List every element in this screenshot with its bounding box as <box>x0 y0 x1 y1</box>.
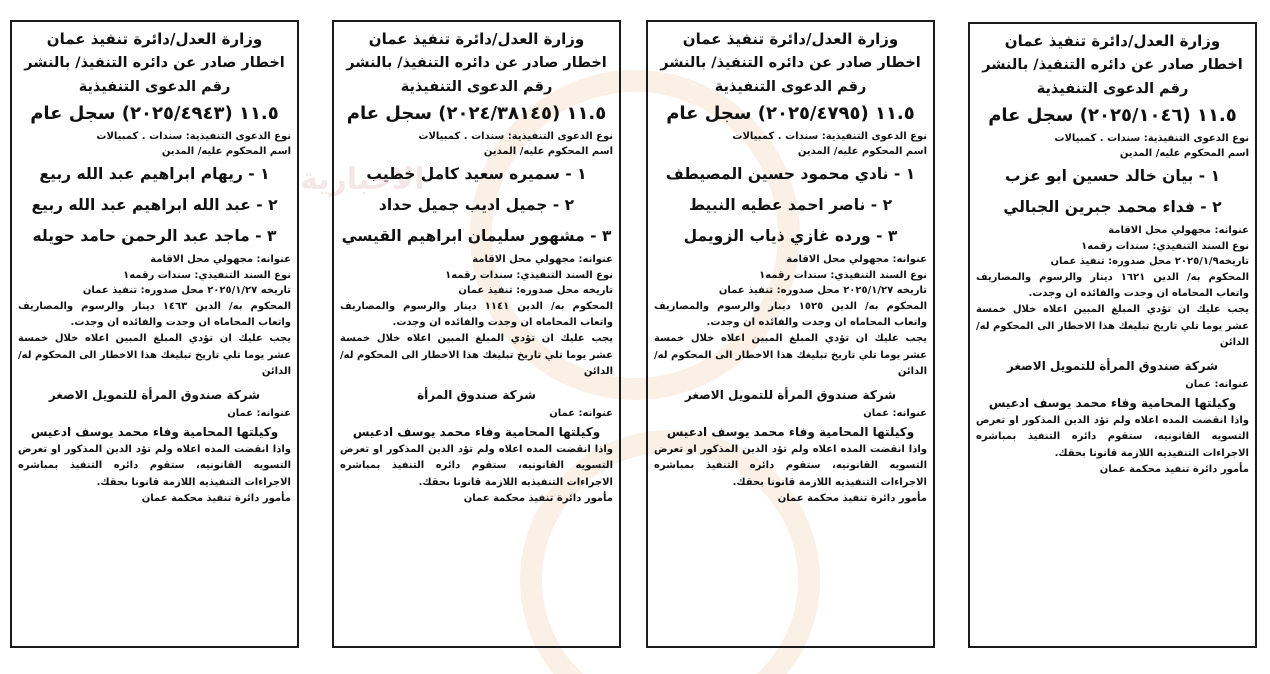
instrument-type: نوع السند التنفيذي: سندات رقمه١ <box>123 269 291 281</box>
legal-notice <box>968 22 1257 648</box>
debtor-name: ٣ - ورده غازي ذياب الزويمل <box>683 227 898 245</box>
instrument-date: تاريخه محل صدوره: تنفيذ عمان <box>458 285 613 297</box>
case-label: رقم الدعوى التنفيذية <box>78 79 231 95</box>
creditor-name: شركة صندوق المرأة للتمويل الاصغر <box>1006 359 1219 374</box>
ministry-header: وزارة العدل/دائرة تنفيذ عمان <box>46 30 263 48</box>
closing-text: واذا انقضت المده اعلاه ولم تؤد الدين المذكور او تعرض التسويه القانونيه، ستقوم دائره التنفيذ بمباشره الاجراءات التنفيذيه اللازمة قانونا بحقك. <box>340 443 613 488</box>
creditor-name: شركة صندوق المرأة للتمويل الاصغر <box>48 388 261 403</box>
case-type: نوع الدعوى التنفيذية: سندات . كمبيالات <box>418 131 613 142</box>
debtor-address: عنوانه: مجهولي محل الاقامة <box>472 254 613 265</box>
judgment-text: المحكوم به/ الدين ١٦٢١ دينار والرسوم والمصاريف واتعاب المحاماه ان وجدت والفائده ان وجدت. <box>976 271 1250 300</box>
lawyer-name: وكيلتها المحامية وفاء محمد يوسف ادعيس <box>666 424 915 439</box>
payment-demand: يجب عليك ان تؤدي المبلغ المبين اعلاه خلال خمسة عشر يوما تلي تاريخ تبليغك هذا الاخطار الى المحكوم له/ الدائن <box>340 333 613 377</box>
creditor-address: عنوانه: عمان <box>549 408 613 420</box>
legal-notice <box>646 20 935 648</box>
closing-text: واذا انقضت المده اعلاه ولم تؤد الدين المذكور او تعرض التسويه القانونيه، ستقوم دائره التنفيذ بمباشره الاجراءات التنفيذيه اللازمة قانونا بحقك. <box>18 443 291 488</box>
creditor-name: شركة صندوق المرأة <box>417 388 536 403</box>
debtor-name: ١ - بيان خالد حسين ابو عزب <box>1004 167 1221 185</box>
case-type: نوع الدعوى التنفيذية: سندات . كمبيالات <box>732 131 927 142</box>
instrument-type: نوع السند التنفيذي: سندات رقمه١ <box>445 269 613 281</box>
lawyer-name: وكيلتها المحامية وفاء محمد يوسف ادعيس <box>30 424 279 439</box>
case-label: رقم الدعوى التنفيذية <box>1036 81 1189 97</box>
judgment-text: المحكوم به/ الدين ١٤٦٣ دينار والرسوم والمصاريف واتعاب المحاماه ان وجدت والفائده ان وجدت. <box>18 300 292 329</box>
instrument-date: تاريخه٢٠٢٥/١/٩ محل صدوره: تنفيذ عمان <box>1050 256 1249 268</box>
closing-text: واذا انقضت المده اعلاه ولم تؤد الدين المذكور او تعرض التسويه القانونيه، ستقوم دائره التنفيذ بمباشره الاجراءات التنفيذيه اللازمة قانونا بحقك. <box>976 414 1249 459</box>
debtor-name: ٢ - جميل اديب جميل حداد <box>378 196 575 214</box>
debtor-name: ١ - نادي محمود حسين المصيطف <box>665 165 916 183</box>
signer: مأمور دائرة تنفيذ محكمة عمان <box>463 493 613 505</box>
creditor-address: عنوانه: عمان <box>227 408 291 420</box>
debtor-address: عنوانه: مجهولي محل الاقامة <box>786 254 927 265</box>
debtor-address: عنوانه: مجهولي محل الاقامة <box>1108 225 1249 236</box>
creditor-name: شركة صندوق المرأة للتمويل الاصغر <box>684 388 897 403</box>
notice-title: اخطار صادر عن دائره التنفيذ/ بالنشر <box>24 55 285 71</box>
case-number: ١١.٥ (٢٠٢٥/٤٩٤٣) سجل عام <box>30 103 279 124</box>
ministry-header: وزارة العدل/دائرة تنفيذ عمان <box>1004 32 1221 50</box>
ministry-header: وزارة العدل/دائرة تنفيذ عمان <box>368 30 585 48</box>
debtor-name: ٢ - ناصر احمد عطيه النبيط <box>688 196 893 214</box>
debtor-label: اسم المحكوم عليه/ المدين <box>483 146 613 157</box>
creditor-address: عنوانه: عمان <box>863 408 927 420</box>
debtor-name: ١ - ريهام ابراهيم عبد الله ربيع <box>39 165 270 183</box>
lawyer-name: وكيلتها المحامية وفاء محمد يوسف ادعيس <box>988 395 1237 410</box>
notice-title: اخطار صادر عن دائره التنفيذ/ بالنشر <box>346 55 607 71</box>
case-number: ١١.٥ (٢٠٢٥/١٠٤٦) سجل عام <box>988 105 1237 126</box>
debtor-label: اسم المحكوم عليه/ المدين <box>1119 148 1249 159</box>
payment-demand: يجب عليك ان تؤدي المبلغ المبين اعلاه خلال خمسة عشر يوما تلي تاريخ تبليغك هذا الاخطار الى المحكوم له/ الدائن <box>18 333 291 377</box>
case-label: رقم الدعوى التنفيذية <box>714 79 867 95</box>
signer: مأمور دائرة تنفيذ محكمة عمان <box>1099 464 1249 476</box>
debtor-name: ١ - سميره سعيد كامل خطيب <box>366 165 587 183</box>
debtor-label: اسم المحكوم عليه/ المدين <box>797 146 927 157</box>
instrument-date: تاريخه ٢٠٢٥/١/٢٧ محل صدوره: تنفيذ عمان <box>82 285 291 297</box>
judgment-text: المحكوم به/ الدين ١٥٢٥ دينار والرسوم والمصاريف واتعاب المحاماه ان وجدت والفائده ان وجدت. <box>654 300 928 329</box>
signer: مأمور دائرة تنفيذ محكمة عمان <box>141 493 291 505</box>
notice-title: اخطار صادر عن دائره التنفيذ/ بالنشر <box>982 57 1243 73</box>
debtor-address: عنوانه: مجهولي محل الاقامة <box>150 254 291 265</box>
legal-notice <box>10 20 299 648</box>
judgment-text: المحكوم به/ الدين ١١٤١ دينار والرسوم والمصاريف واتعاب المحاماه ان وجدت والفائده ان وجدت. <box>340 300 614 329</box>
ministry-header: وزارة العدل/دائرة تنفيذ عمان <box>682 30 899 48</box>
debtor-name: ٢ - عبد الله ابراهيم عبد الله ربيع <box>31 196 278 214</box>
legal-notice <box>332 20 621 648</box>
debtor-name: ٢ - فداء محمد جبرين الجبالي <box>1003 198 1222 216</box>
case-label: رقم الدعوى التنفيذية <box>400 79 553 95</box>
case-number: ١١.٥ (٢٠٢٤/٣٨١٤٥) سجل عام <box>346 103 607 124</box>
case-type: نوع الدعوى التنفيذية: سندات . كمبيالات <box>96 131 291 142</box>
notice-title: اخطار صادر عن دائره التنفيذ/ بالنشر <box>660 55 921 71</box>
instrument-type: نوع السند التنفيذي: سندات رقمه١ <box>1081 240 1249 252</box>
closing-text: واذا انقضت المده اعلاه ولم تؤد الدين المذكور او تعرض التسويه القانونيه، ستقوم دائره التنفيذ بمباشره الاجراءات التنفيذيه اللازمة قانونا بحقك. <box>654 443 927 488</box>
lawyer-name: وكيلتها المحامية وفاء محمد يوسف ادعيس <box>352 424 601 439</box>
payment-demand: يجب عليك ان تؤدي المبلغ المبين اعلاه خلال خمسة عشر يوما تلي تاريخ تبليغك هذا الاخطار الى المحكوم له/ الدائن <box>976 304 1249 348</box>
watermark-text: الاخبارية <box>300 162 425 197</box>
signer: مأمور دائرة تنفيذ محكمة عمان <box>777 493 927 505</box>
debtor-label: اسم المحكوم عليه/ المدين <box>161 146 291 157</box>
debtor-name: ٣ - ماجد عبد الرحمن حامد حويله <box>32 227 277 245</box>
case-number: ١١.٥ (٢٠٢٥/٤٧٩٥) سجل عام <box>666 103 915 124</box>
debtor-name: ٣ - مشهور سليمان ابراهيم القيسي <box>341 227 612 245</box>
creditor-address: عنوانه: عمان <box>1185 379 1249 391</box>
instrument-date: تاريخه ٢٠٢٥/١/٢٧ محل صدوره: تنفيذ عمان <box>718 285 927 297</box>
payment-demand: يجب عليك ان تؤدي المبلغ المبين اعلاه خلال خمسة عشر يوما تلي تاريخ تبليغك هذا الاخطار الى المحكوم له/ الدائن <box>654 333 927 377</box>
instrument-type: نوع السند التنفيذي: سندات رقمه١ <box>759 269 927 281</box>
case-type: نوع الدعوى التنفيذية: سندات . كمبيالات <box>1054 133 1249 144</box>
